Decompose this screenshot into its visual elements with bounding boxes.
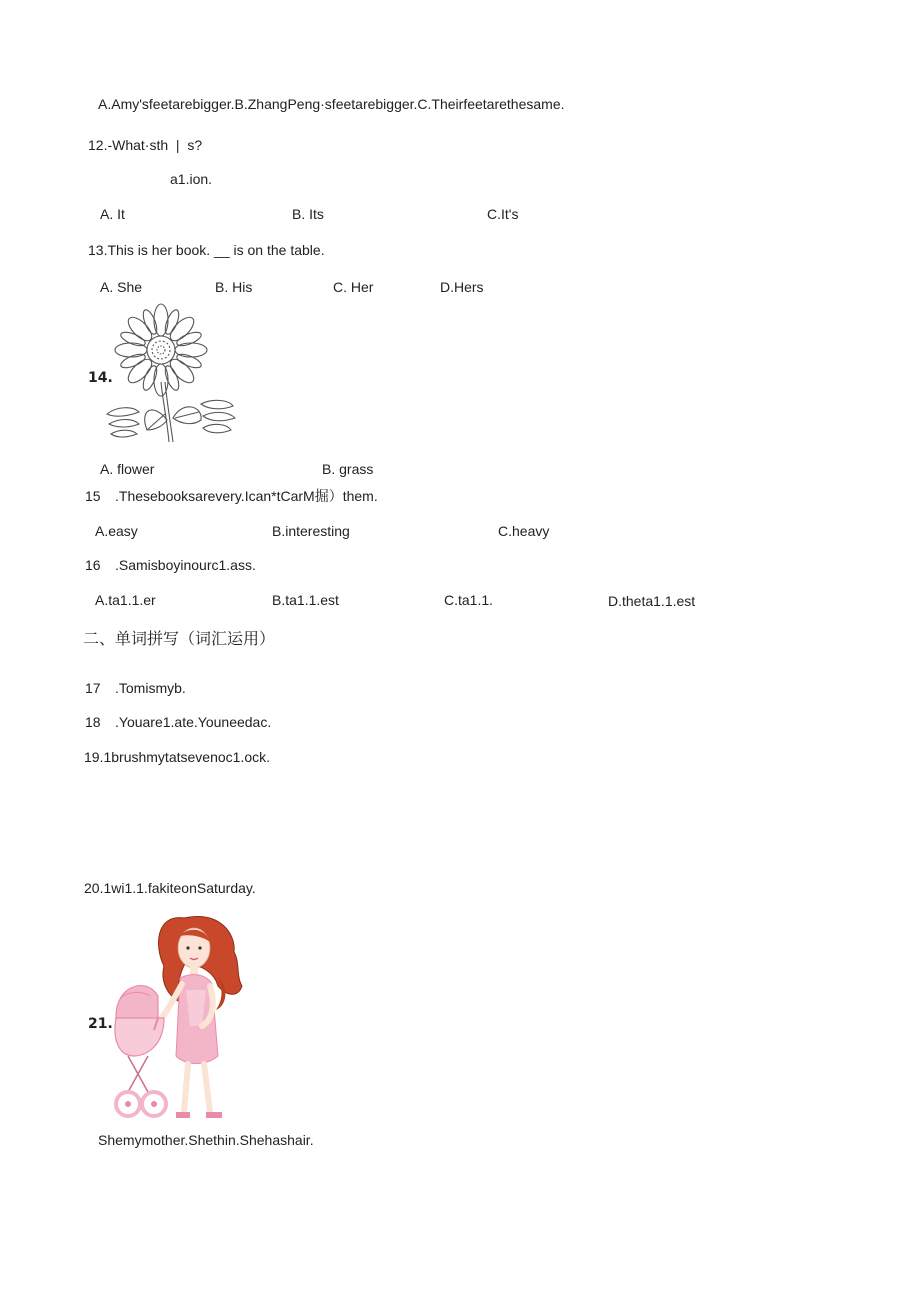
q12-answer-line: a1.ion.	[170, 171, 213, 187]
q15-option-a: A.easy	[95, 523, 138, 539]
q13-stem: 13.This is her book. __ is on the table.	[88, 242, 325, 258]
q13-option-c: C. Her	[333, 279, 374, 295]
q15-option-c: C.heavy	[498, 523, 550, 539]
q18-number: 18	[85, 714, 101, 730]
sunflower-illustration	[103, 302, 241, 450]
q12-option-a: A. It	[100, 206, 125, 222]
q13-option-d: D.Hers	[440, 279, 484, 295]
q12-option-c: C.It's	[487, 206, 519, 222]
q12-stem: 12.-What·sth | s?	[88, 137, 203, 153]
q16-stem: .Samisboyinourc1.ass.	[115, 557, 256, 573]
q16-option-a: A.ta1.1.er	[95, 592, 156, 608]
section2-heading: 二、单词拼写（词汇运用）	[83, 629, 276, 648]
q16-option-d: D.theta1.1.est	[608, 593, 696, 609]
q14-number: 14.	[88, 370, 113, 386]
q11-options: A.Amy'sfeetarebigger.B.ZhangPeng·sfeetarebigger.C.Theirfeetarethesame.	[98, 96, 565, 112]
q14-option-a: A. flower	[100, 461, 155, 477]
q15-option-b: B.interesting	[272, 523, 350, 539]
q13-option-b: B. His	[215, 279, 253, 295]
q16-option-c: C.ta1.1.	[444, 592, 494, 608]
q19-text: 19.1brushmytatsevenoc1.ock.	[84, 749, 270, 765]
q16-option-b: B.ta1.1.est	[272, 592, 339, 608]
q17-text: .Tomismyb.	[115, 680, 186, 696]
q15-number: 15	[85, 488, 101, 504]
q17-number: 17	[85, 680, 101, 696]
q21-number: 21.	[88, 1016, 113, 1032]
q20-text: 20.1wi1.1.fakiteonSaturday.	[84, 880, 256, 896]
q18-text: .Youare1.ate.Youneedac.	[115, 714, 272, 730]
q15-stem: .Thesebooksarevery.Ican*tCarM掘）them.	[115, 488, 378, 504]
mother-with-pram-illustration	[106, 906, 256, 1134]
q21-text: Shemymother.Shethin.Shehashair.	[98, 1132, 314, 1148]
q14-option-b: B. grass	[322, 461, 374, 477]
q12-option-b: B. Its	[292, 206, 324, 222]
q16-number: 16	[85, 557, 101, 573]
q13-option-a: A. She	[100, 279, 143, 295]
